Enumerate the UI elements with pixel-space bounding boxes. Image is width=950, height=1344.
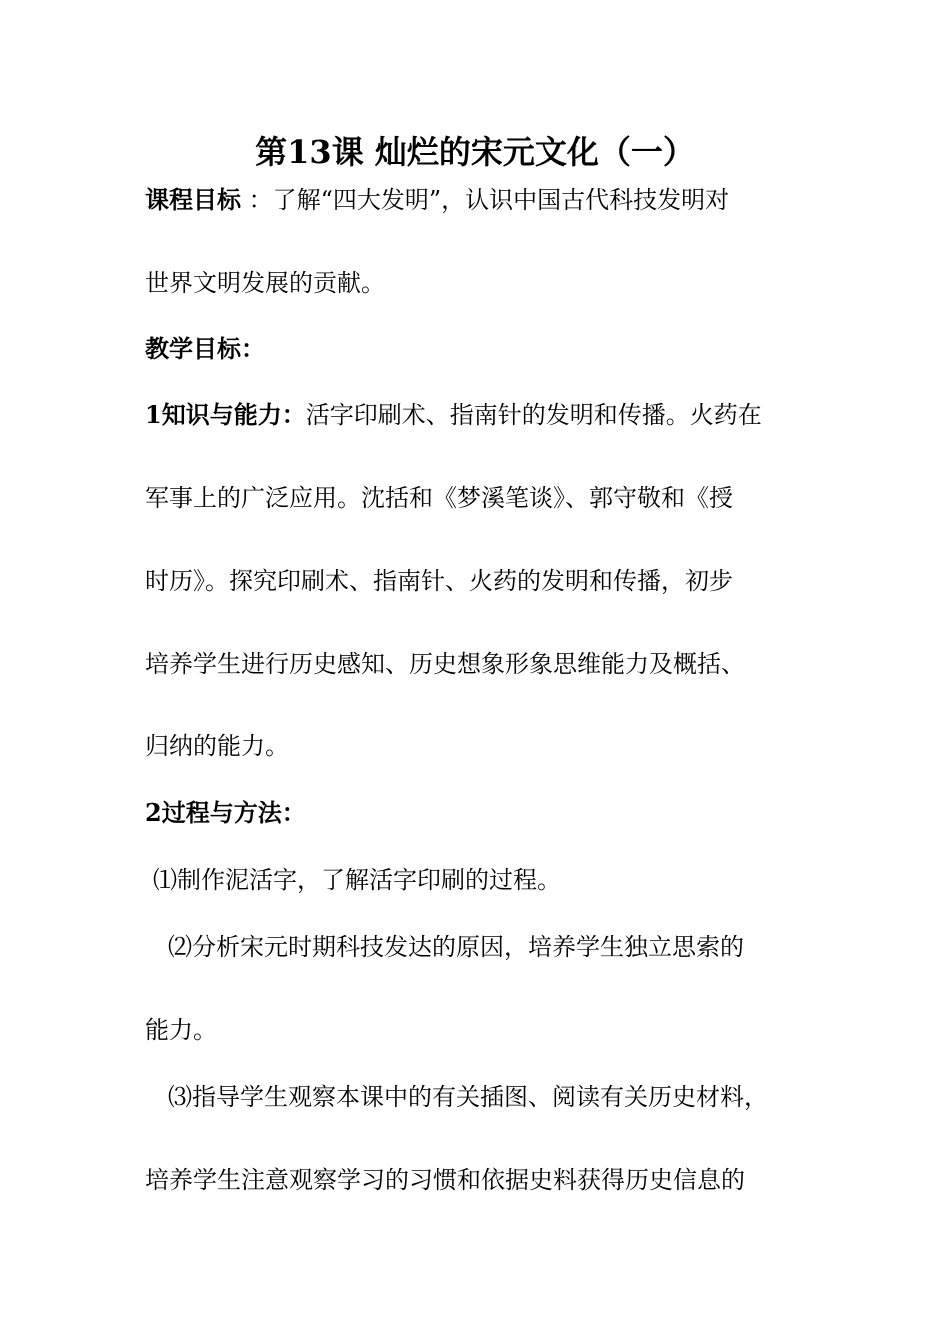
process-heading: 2过程与方法： (145, 798, 306, 827)
knowledge-line-2: 军事上的广泛应用。沈括和《梦溪笔谈》、郭守敬和《授 (145, 484, 733, 512)
course-goal-text-1: 了解“四大发明”，认识中国古代科技发明对 (272, 186, 730, 214)
course-goal-line-2: 世界文明发展的贡献。 (145, 269, 385, 297)
process-item-3-line-2: 培养学生注意观察学习的习惯和依据史料获得历史信息的 (145, 1166, 745, 1194)
process-item-3-line-1: ⑶指导学生观察本课中的有关插图、阅读有关历史材料， (168, 1083, 768, 1111)
course-goal-line-1 (145, 184, 729, 216)
process-item-1: ⑴制作泥活字，了解活字印刷的过程。 (153, 866, 561, 894)
knowledge-line-5: 归纳的能力。 (145, 732, 289, 760)
process-item-2-line-2: 能力。 (145, 1016, 217, 1044)
process-item-2-line-1: ⑵分析宋元时期科技发达的原因，培养学生独立思索的 (168, 933, 744, 961)
teaching-goal-heading: 教学目标： (145, 334, 265, 363)
page-title: 第13课 灿烂的宋元文化（一） (255, 133, 695, 171)
course-goal-label: 课程目标 (145, 185, 241, 214)
knowledge-line-4: 培养学生进行历史感知、历史想象形象思维能力及概括、 (145, 650, 745, 678)
knowledge-text-1: 活字印刷术、指南针的发明和传播。火药在 (305, 401, 762, 429)
knowledge-label: 1知识与能力： (145, 400, 306, 429)
course-goal-separator: ： (241, 186, 273, 214)
knowledge-line-1 (145, 399, 762, 431)
knowledge-line-3: 时历》。探究印刷术、指南针、火药的发明和传播，初步 (145, 567, 733, 595)
